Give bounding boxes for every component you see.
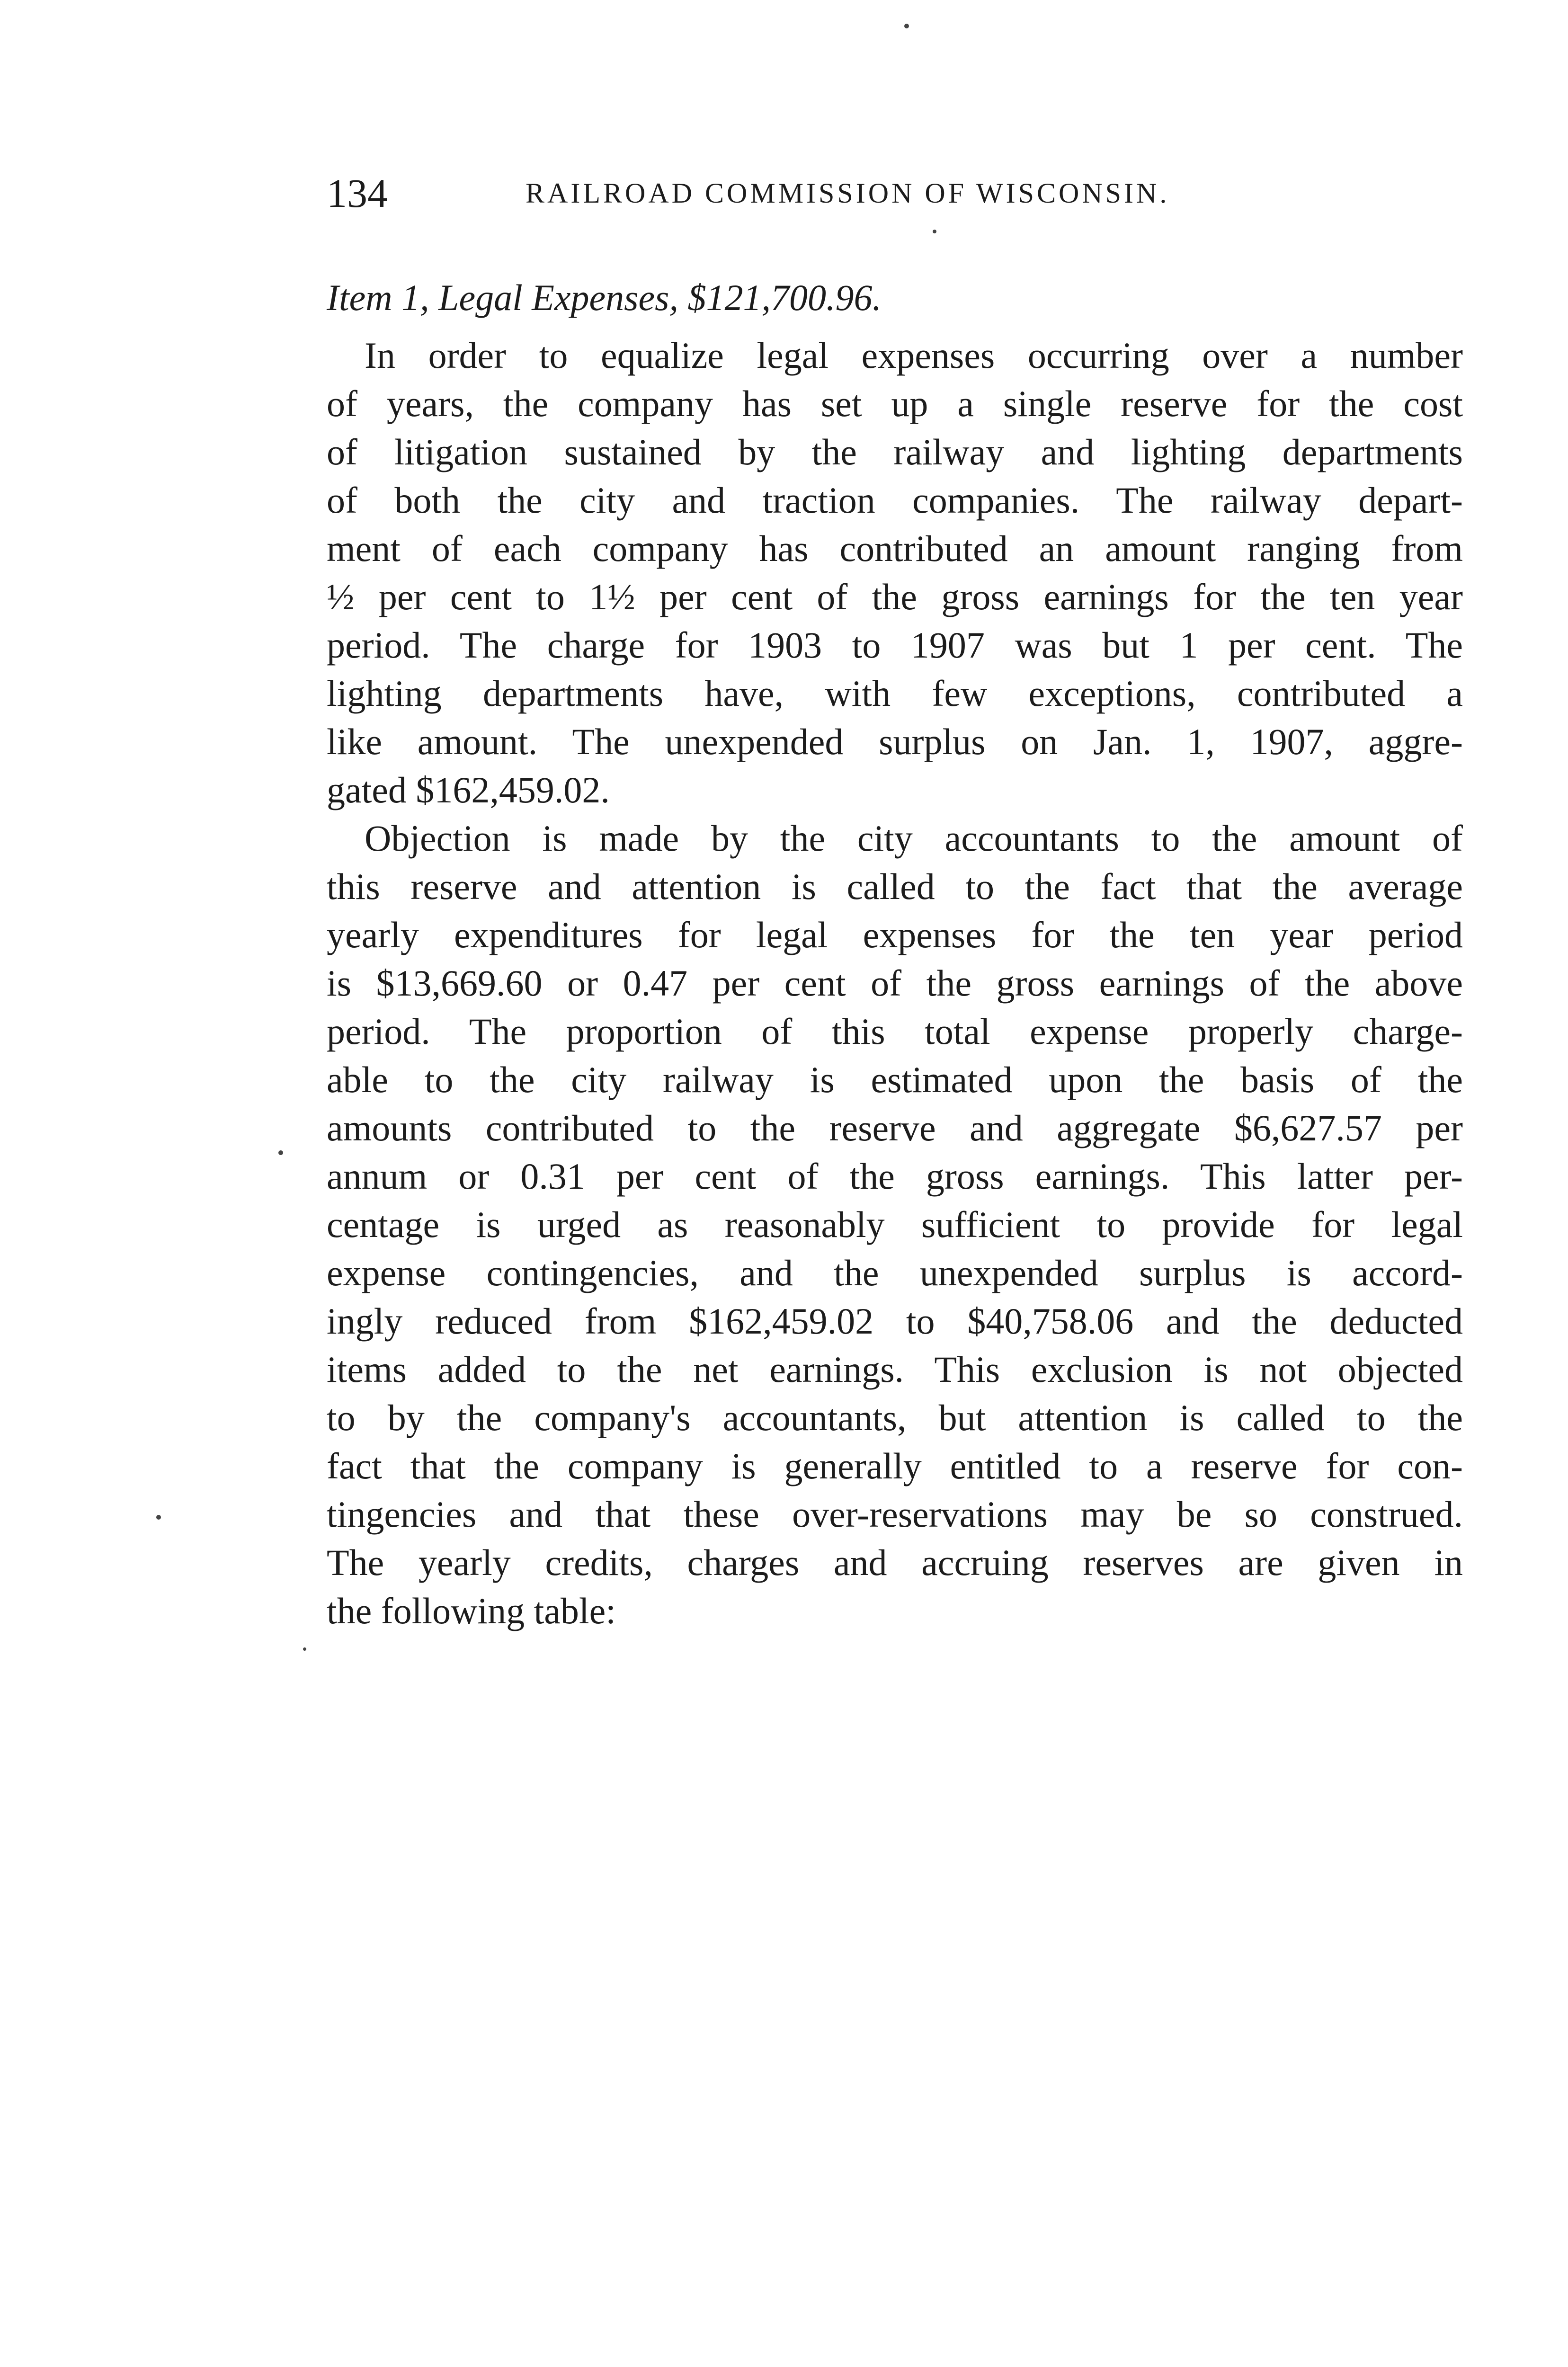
text-line: of both the city and traction companies. The railway depart-: [327, 480, 1463, 521]
body-text: [327, 331, 1463, 1635]
text-line: centage is urged as reasonably sufficient to provide for legal: [327, 1204, 1463, 1245]
item-heading: Item 1, Legal Expenses, $121,700.96.: [327, 277, 882, 318]
text-line: like amount. The unexpended surplus on Jan. 1, 1907, aggre-: [327, 721, 1463, 762]
scan-speck: [278, 1150, 283, 1155]
text-line: The yearly credits, charges and accruing reserves are given in: [327, 1542, 1463, 1583]
text-line: items added to the net earnings. This exclusion is not objected: [327, 1349, 1463, 1390]
paragraph-1: [327, 331, 1463, 814]
text-line: the following table:: [327, 1590, 616, 1631]
text-line: annum or 0.31 per cent of the gross earnings. This latter per-: [327, 1156, 1463, 1197]
text-line: ment of each company has contributed an amount ranging from: [327, 528, 1463, 569]
text-line: expense contingencies, and the unexpended surplus is accord-: [327, 1252, 1463, 1293]
text-line: to by the company's accountants, but attention is called to the: [327, 1397, 1463, 1438]
scan-speck: [933, 230, 936, 233]
text-line: tingencies and that these over-reservations may be so construed.: [327, 1494, 1463, 1535]
text-line: gated $162,459.02.: [327, 769, 610, 810]
text-line: fact that the company is generally entitled to a reserve for con-: [327, 1445, 1463, 1486]
text-line: yearly expenditures for legal expenses for the ten year period: [327, 914, 1463, 955]
text-line: ingly reduced from $162,459.02 to $40,758.06 and the deducted: [327, 1300, 1463, 1342]
text-line: lighting departments have, with few exceptions, contributed a: [327, 673, 1463, 714]
text-line: Objection is made by the city accountants to the amount of: [365, 818, 1463, 859]
text-line: of litigation sustained by the railway and lighting departments: [327, 431, 1463, 472]
scan-speck: [904, 24, 909, 28]
text-line: is $13,669.60 or 0.47 per cent of the gross earnings of the above: [327, 962, 1463, 1004]
text-line: ½ per cent to 1½ per cent of the gross earnings for the ten year: [327, 576, 1463, 617]
text-line: amounts contributed to the reserve and aggregate $6,627.57 per: [327, 1107, 1463, 1148]
scan-speck: [303, 1647, 306, 1651]
text-line: period. The charge for 1903 to 1907 was but 1 per cent. The: [327, 624, 1463, 666]
running-head: RAILROAD COMMISSION OF WISCONSIN.: [526, 178, 1170, 209]
text-line: able to the city railway is estimated upon the basis of the: [327, 1059, 1463, 1100]
scan-speck: [156, 1515, 161, 1520]
page-number: 134: [327, 170, 388, 216]
text-line: this reserve and attention is called to the fact that the average: [327, 866, 1463, 907]
text-line: In order to equalize legal expenses occurring over a number: [365, 335, 1463, 376]
text-line: period. The proportion of this total expense properly charge-: [327, 1011, 1463, 1052]
text-line: of years, the company has set up a single reserve for the cost: [327, 383, 1463, 424]
paragraph-2: [327, 814, 1463, 1635]
